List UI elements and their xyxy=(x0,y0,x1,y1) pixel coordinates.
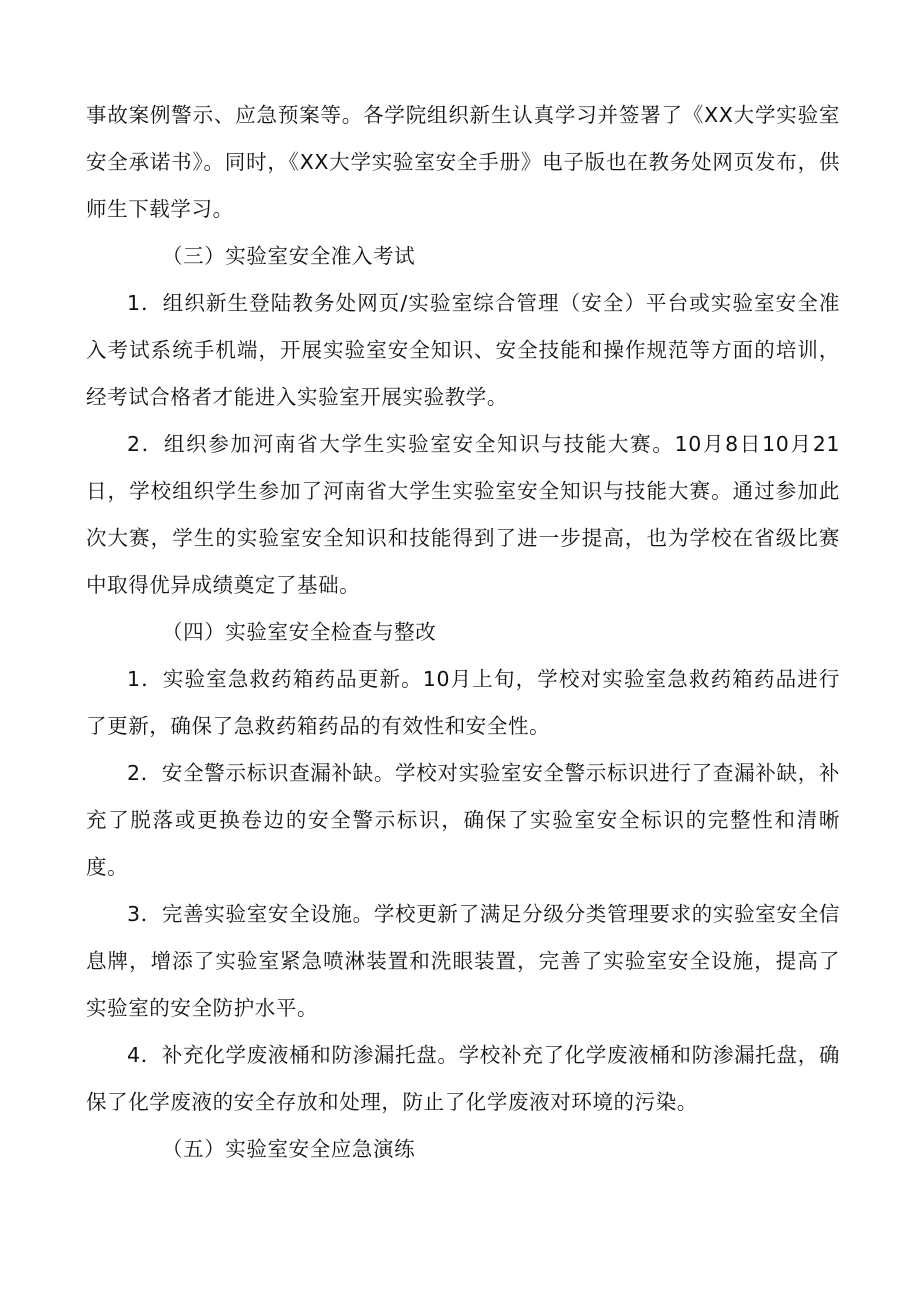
section-heading-4: （四）实验室安全检查与整改 xyxy=(162,620,437,644)
paragraph-4-2: 2．安全警示标识查漏补缺。学校对实验室安全警示标识进行了查漏补缺，补充了脱落或更换卷边的安全警示标识，确保了实验室安全标识的完整性和清晰度。 xyxy=(86,761,840,879)
paragraph-intro-continued: 事故案例警示、应急预案等。各学院组织新生认真学习并签署了《XX大学实验室安全承诺书》。同时，《XX大学实验室安全手册》电子版也在教务处网页发布，供师生下载学习。 xyxy=(86,103,840,221)
paragraph-4-1: 1．实验室急救药箱药品更新。10月上旬，学校对实验室急救药箱药品进行了更新，确保了急救药箱药品的有效性和安全性。 xyxy=(86,667,840,738)
paragraph-3-1: 1．组织新生登陆教务处网页/实验室综合管理（安全）平台或实验室安全准入考试系统手机端，开展实验室安全知识、安全技能和操作规范等方面的培训，经考试合格者才能进入实验室开展实验教学。 xyxy=(86,291,840,409)
section-heading-5: （五）实验室安全应急演练 xyxy=(162,1137,416,1161)
paragraph-4-4: 4．补充化学废液桶和防渗漏托盘。学校补充了化学废液桶和防渗漏托盘，确保了化学废液的安全存放和处理，防止了化学废液对环境的污染。 xyxy=(86,1043,840,1114)
document-body xyxy=(86,92,840,1173)
paragraph-3-2: 2．组织参加河南省大学生实验室安全知识与技能大赛。10月8日10月21日，学校组织学生参加了河南省大学生实验室安全知识与技能大赛。通过参加此次大赛，学生的实验室安全知识和技能得到了进一步提高，也为学校在省级比赛中取得优异成绩奠定了基础。 xyxy=(86,432,840,597)
paragraph-4-3: 3．完善实验室安全设施。学校更新了满足分级分类管理要求的实验室安全信息牌，增添了实验室紧急喷淋装置和洗眼装置，完善了实验室安全设施，提高了实验室的安全防护水平。 xyxy=(86,902,840,1020)
section-heading-3: （三）实验室安全准入考试 xyxy=(162,244,416,268)
